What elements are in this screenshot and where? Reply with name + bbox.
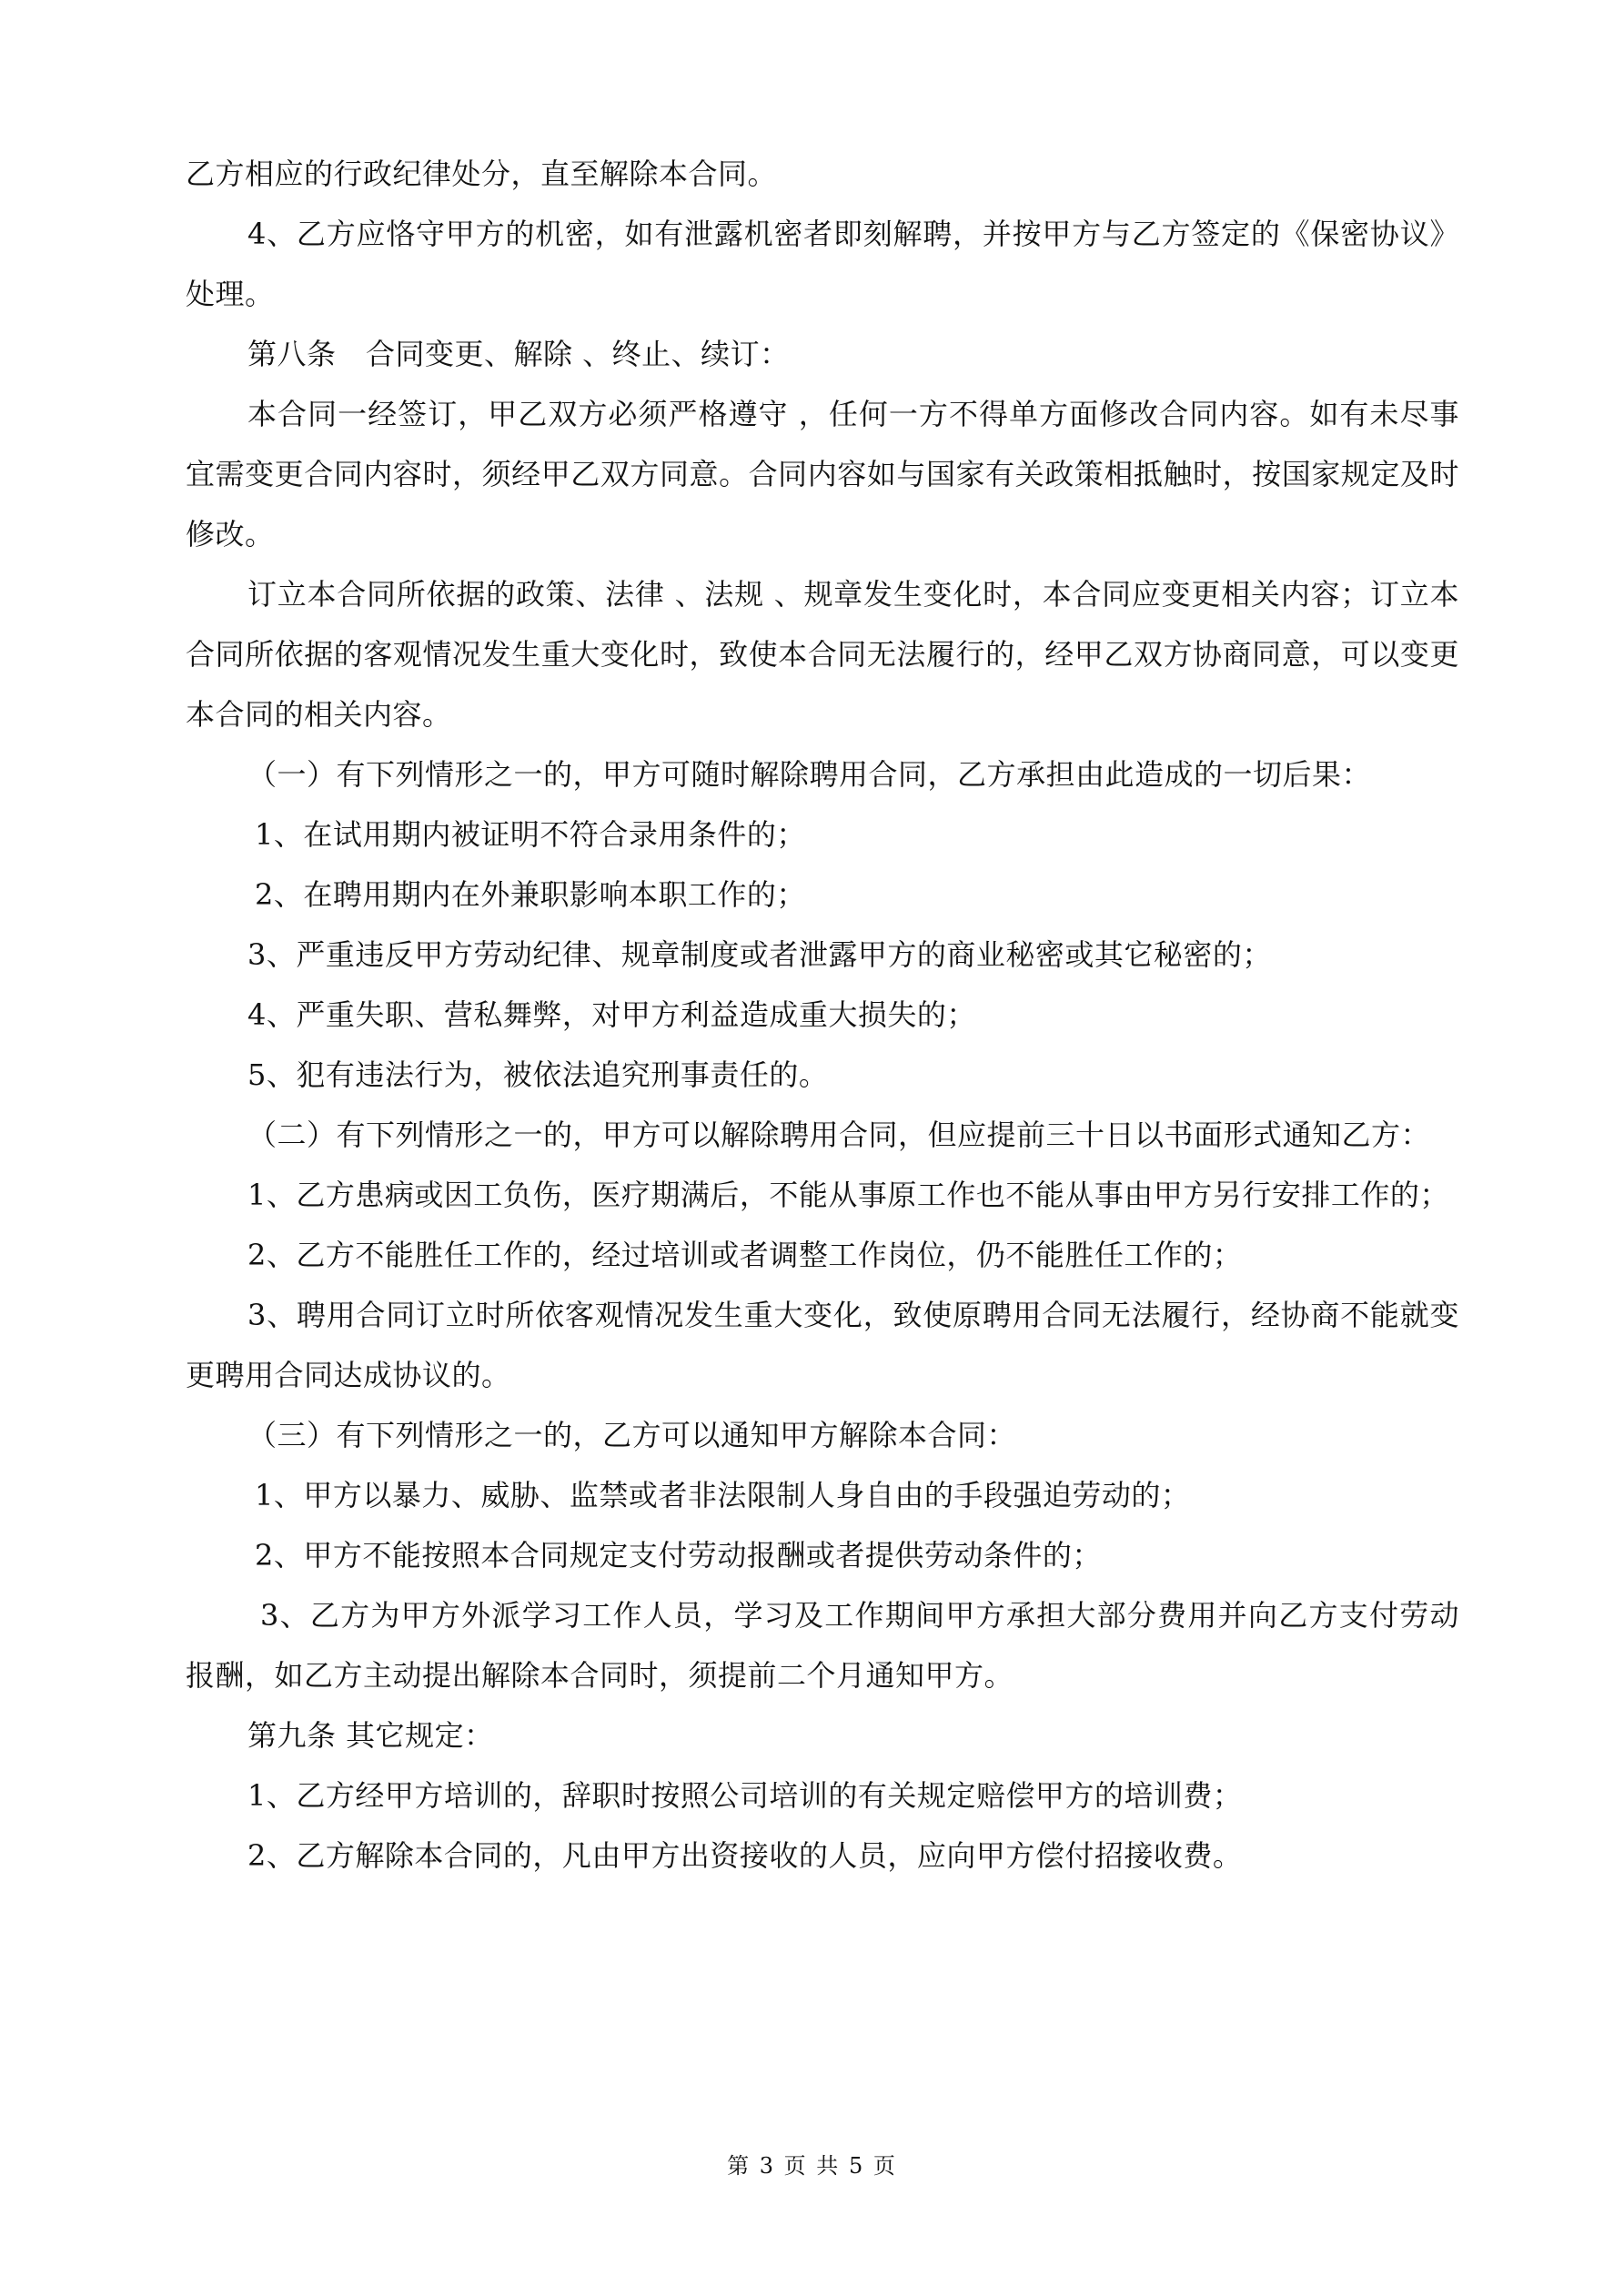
list-item: 5、犯有违法行为，被依法追究刑事责任的。	[247, 1057, 829, 1092]
list-item: 3、严重违反甲方劳动纪律、规章制度或者泄露甲方的商业秘密或其它秘密的；	[247, 937, 1272, 972]
list-item: 1、甲方以暴力、威胁、监禁或者非法限制人身自由的手段强迫劳动的；	[255, 1478, 1191, 1512]
document-body	[186, 144, 1459, 1886]
paragraph-continuation: 乙方相应的行政纪律处分，直至解除本合同。	[186, 157, 778, 191]
list-item: 3、聘用合同订立时所依客观情况发生重大变化，致使原聘用合同无法履行，经协商不能就变更聘用合同达成协议的。	[186, 1298, 1459, 1392]
list-item: 2、乙方不能胜任工作的，经过培训或者调整工作岗位，仍不能胜任工作的；	[247, 1238, 1243, 1272]
list-item: 2、甲方不能按照本合同规定支付劳动报酬或者提供劳动条件的；	[255, 1538, 1102, 1573]
list-item: 2、在聘用期内在外兼职影响本职工作的；	[255, 877, 806, 912]
list-item: 1、在试用期内被证明不符合录用条件的；	[255, 817, 806, 852]
paragraph-confidentiality: 4、乙方应恪守甲方的机密，如有泄露机密者即刻解聘，并按甲方与乙方签定的《保密协议》处理。	[186, 217, 1459, 311]
section-2-heading: （二）有下列情形之一的，甲方可以解除聘用合同，但应提前三十日以书面形式通知乙方：	[247, 1118, 1431, 1152]
list-item: 2、乙方解除本合同的，凡由甲方出资接收的人员，应向甲方偿付招接收费。	[247, 1838, 1243, 1873]
list-item: 3、乙方为甲方外派学习工作人员，学习及工作期间甲方承担大部分费用并向乙方支付劳动报酬，如乙方主动提出解除本合同时，须提前二个月通知甲方。	[186, 1598, 1459, 1693]
list-item: 1、乙方经甲方培训的，辞职时按照公司培训的有关规定赔偿甲方的培训费；	[247, 1778, 1243, 1813]
section-1-heading: （一）有下列情形之一的，甲方可随时解除聘用合同，乙方承担由此造成的一切后果：	[247, 757, 1372, 792]
section-3-heading: （三）有下列情形之一的，乙方可以通知甲方解除本合同：	[247, 1418, 1017, 1452]
list-item: 1、乙方患病或因工负伤，医疗期满后，不能从事原工作也不能从事由甲方另行安排工作的；	[247, 1178, 1449, 1212]
paragraph-contract-binding: 本合同一经签订，甲乙双方必须严格遵守 ，任何一方不得单方面修改合同内容。如有未尽事宜需变更合同内容时，须经甲乙双方同意。合同内容如与国家有关政策相抵触时，按国家规定及时修改。	[186, 397, 1459, 551]
article-8-heading: 第八条 合同变更、解除 、终止、续订：	[247, 337, 790, 371]
page-number-footer: 第 3 页 共 5 页	[727, 2153, 897, 2179]
article-9-heading: 第九条 其它规定：	[247, 1718, 494, 1753]
paragraph-contract-change: 订立本合同所依据的政策、法律 、法规 、规章发生变化时，本合同应变更相关内容；订立本合同所依据的客观情况发生重大变化时，致使本合同无法履行的，经甲乙双方协商同意，可以变更本合同的相关内容。	[186, 577, 1459, 732]
list-item: 4、严重失职、营私舞弊，对甲方利益造成重大损失的；	[247, 997, 976, 1032]
